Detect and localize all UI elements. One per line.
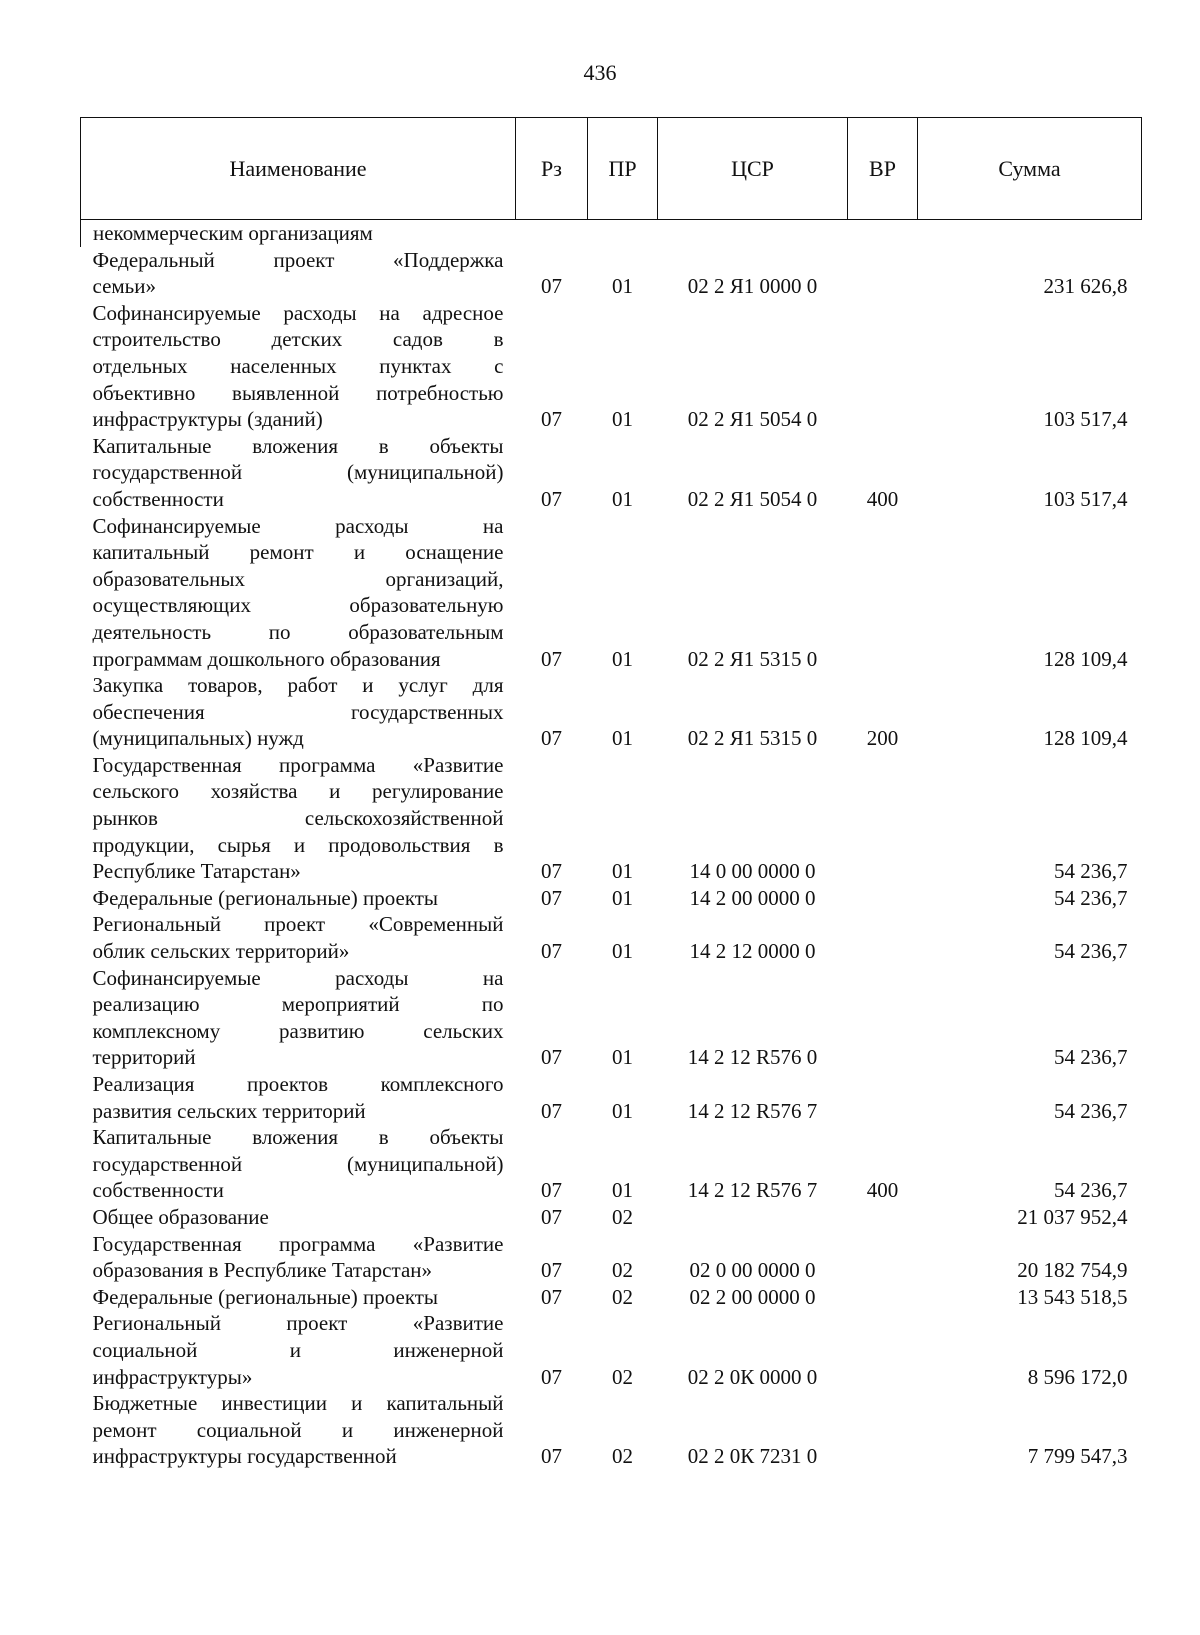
table-row (81, 752, 1142, 885)
row-sum: 7 799 547,3 (1027, 1444, 1128, 1469)
row-pr: 01 (612, 274, 633, 299)
row-rz: 07 (541, 1178, 562, 1203)
row-name-line: комплексному развитию сельских (92, 1018, 504, 1043)
row-name (81, 220, 516, 247)
row-name (81, 1071, 516, 1124)
row-name-line: Республике Татарстан» (92, 859, 301, 884)
row-vr (848, 513, 918, 673)
row-name-line: собственности (92, 1178, 224, 1203)
row-pr (588, 220, 658, 247)
row-sum: 231 626,8 (1043, 274, 1128, 299)
row-name-line: капитальный ремонт и оснащение (92, 540, 504, 565)
row-name-line: Федеральные (региональные) проекты (92, 885, 439, 910)
row-name (81, 1204, 516, 1231)
row-name-line: Софинансируемые расходы на (92, 965, 504, 990)
row-name-line: территорий (92, 1045, 196, 1070)
table-row (81, 1284, 1142, 1311)
header-sum: Сумма (918, 118, 1142, 220)
row-name (81, 1310, 516, 1390)
row-sum: 128 109,4 (1043, 726, 1128, 751)
row-vr (848, 1231, 918, 1284)
table-row (81, 1231, 1142, 1284)
row-sum (918, 220, 1142, 247)
table-row (81, 965, 1142, 1071)
row-rz: 07 (541, 1284, 562, 1309)
row-vr (848, 247, 918, 300)
row-csr: 14 2 12 0000 0 (689, 939, 816, 964)
row-sum: 103 517,4 (1043, 407, 1128, 432)
row-rz: 07 (541, 1204, 562, 1229)
row-rz: 07 (541, 407, 562, 432)
row-rz: 07 (541, 1364, 562, 1389)
page-number: 436 (583, 60, 617, 85)
row-pr: 01 (612, 646, 633, 671)
row-name (81, 672, 516, 752)
row-name-line: Закупка товаров, работ и услуг для (92, 673, 504, 698)
row-csr: 02 2 Я1 5054 0 (687, 407, 818, 432)
row-sum: 54 236,7 (1054, 859, 1128, 884)
table-row (81, 672, 1142, 752)
table-row (81, 1310, 1142, 1390)
row-csr: 02 2 0К 0000 0 (687, 1364, 818, 1389)
row-pr: 01 (612, 1178, 633, 1203)
row-pr: 01 (612, 1098, 633, 1123)
row-sum: 20 182 754,9 (1017, 1258, 1128, 1283)
row-name-line: Капитальные вложения в объекты (92, 433, 504, 458)
row-name-line: Капитальные вложения в объекты (92, 1125, 504, 1150)
row-rz: 07 (541, 1045, 562, 1070)
row-pr: 01 (612, 859, 633, 884)
row-sum: 54 236,7 (1054, 885, 1128, 910)
row-csr: 02 2 00 0000 0 (689, 1284, 816, 1309)
row-vr: 400 (866, 486, 899, 511)
row-name (81, 911, 516, 964)
row-rz: 07 (541, 939, 562, 964)
row-name-line: Региональный проект «Современный (92, 912, 504, 937)
row-csr: 14 2 12 R576 7 (687, 1178, 818, 1203)
row-csr: 14 2 12 R576 7 (687, 1098, 818, 1123)
row-csr: 02 2 Я1 5315 0 (687, 726, 818, 751)
row-name-line: обеспечения государственных (92, 699, 504, 724)
row-csr: 02 2 0К 7231 0 (687, 1444, 818, 1469)
row-rz: 07 (541, 646, 562, 671)
row-rz: 07 (541, 274, 562, 299)
row-name-line: Общее образование (92, 1204, 269, 1229)
row-name (81, 513, 516, 673)
row-pr: 02 (612, 1364, 633, 1389)
row-name-line: (муниципальных) нужд (92, 726, 304, 751)
row-name-line: Реализация проектов комплексного (92, 1072, 504, 1096)
table-row (81, 885, 1142, 912)
header-csr: ЦСР (658, 118, 848, 220)
row-name-line: сельского хозяйства и регулирование (92, 779, 504, 804)
row-vr (848, 1390, 918, 1470)
row-vr: 400 (866, 1178, 899, 1203)
row-pr: 01 (612, 486, 633, 511)
row-name-line: Бюджетные инвестиции и капитальный (92, 1391, 504, 1416)
row-csr: 02 0 00 0000 0 (689, 1258, 816, 1283)
row-vr: 200 (866, 726, 899, 751)
row-name-line: развития сельских территорий (92, 1098, 366, 1123)
row-name-line: рынков сельскохозяйственной (92, 806, 504, 831)
row-name (81, 1390, 516, 1470)
header-rz: Рз (516, 118, 588, 220)
row-sum: 13 543 518,5 (1017, 1284, 1128, 1309)
row-name-line: Государственная программа «Развитие (92, 1231, 504, 1256)
row-name-line: семьи» (92, 274, 157, 299)
row-rz: 07 (541, 726, 562, 751)
table-row (81, 911, 1142, 964)
row-name-line: Федеральный проект «Поддержка (92, 247, 504, 272)
row-csr: 14 0 00 0000 0 (689, 859, 816, 884)
row-csr (658, 1204, 848, 1231)
table-row (81, 1204, 1142, 1231)
row-vr (848, 965, 918, 1071)
row-pr: 02 (612, 1284, 633, 1309)
row-name-line: образования в Республике Татарстан» (92, 1258, 432, 1283)
table-row (81, 433, 1142, 513)
row-rz: 07 (541, 1098, 562, 1123)
row-csr: 14 2 00 0000 0 (689, 885, 816, 910)
header-name: Наименование (81, 118, 516, 220)
row-name-line: Софинансируемые расходы на (92, 513, 504, 538)
row-name (81, 965, 516, 1071)
table-row (81, 1390, 1142, 1470)
row-sum: 8 596 172,0 (1027, 1364, 1128, 1389)
row-name-line: некоммерческим организациям (93, 221, 373, 245)
row-name-line: облик сельских территорий» (92, 939, 350, 964)
row-sum: 54 236,7 (1054, 939, 1128, 964)
row-name-line: программам дошкольного образования (92, 646, 441, 671)
row-name (81, 1124, 516, 1204)
row-vr (848, 752, 918, 885)
row-csr: 14 2 12 R576 0 (687, 1045, 818, 1070)
table-row (81, 1124, 1142, 1204)
row-name-line: социальной и инженерной (92, 1337, 504, 1362)
row-vr (848, 1204, 918, 1231)
row-pr: 02 (612, 1444, 633, 1469)
row-name-line: строительство детских садов в (92, 327, 504, 352)
row-rz: 07 (541, 885, 562, 910)
table-row (81, 220, 1142, 247)
row-vr (848, 300, 918, 433)
row-name-line: инфраструктуры (зданий) (92, 407, 323, 432)
row-pr: 02 (612, 1258, 633, 1283)
table-row (81, 300, 1142, 433)
row-name (81, 885, 516, 912)
row-sum: 54 236,7 (1054, 1178, 1128, 1203)
header-vr: ВР (848, 118, 918, 220)
row-csr: 02 2 Я1 0000 0 (687, 274, 818, 299)
row-name-line: образовательных организаций, (92, 566, 504, 591)
row-name-line: государственной (муниципальной) (92, 460, 504, 485)
row-rz: 07 (541, 1258, 562, 1283)
row-csr (658, 220, 848, 247)
row-pr: 01 (612, 726, 633, 751)
row-sum: 54 236,7 (1054, 1098, 1128, 1123)
row-name-line: отдельных населенных пунктах с (92, 353, 504, 378)
row-rz: 07 (541, 486, 562, 511)
row-vr (848, 911, 918, 964)
table-row (81, 1071, 1142, 1124)
row-name (81, 1284, 516, 1311)
row-name (81, 300, 516, 433)
row-rz (516, 220, 588, 247)
table-body (81, 220, 1142, 1470)
row-pr: 01 (612, 939, 633, 964)
row-vr (848, 1284, 918, 1311)
row-vr (848, 885, 918, 912)
row-name (81, 433, 516, 513)
row-sum: 54 236,7 (1054, 1045, 1128, 1070)
table-row (81, 247, 1142, 300)
row-csr: 02 2 Я1 5315 0 (687, 646, 818, 671)
row-sum: 103 517,4 (1043, 486, 1128, 511)
row-name-line: Федеральные (региональные) проекты (92, 1284, 439, 1309)
row-vr (848, 220, 918, 247)
row-name-line: Государственная программа «Развитие (92, 752, 504, 777)
row-name-line: инфраструктуры» (92, 1364, 253, 1389)
row-name-line: реализацию мероприятий по (92, 992, 504, 1017)
row-pr: 01 (612, 885, 633, 910)
row-vr (848, 1310, 918, 1390)
row-name (81, 752, 516, 885)
row-name (81, 247, 516, 300)
header-pr: ПР (588, 118, 658, 220)
row-name-line: собственности (92, 486, 224, 511)
row-vr (848, 1071, 918, 1124)
row-name-line: инфраструктуры государственной (92, 1444, 397, 1469)
row-name-line: ремонт социальной и инженерной (92, 1417, 504, 1442)
row-name-line: государственной (муниципальной) (92, 1151, 504, 1176)
row-name-line: осуществляющих образовательную (92, 593, 504, 618)
row-rz: 07 (541, 859, 562, 884)
row-pr: 02 (612, 1204, 633, 1229)
row-csr: 02 2 Я1 5054 0 (687, 486, 818, 511)
row-name-line: деятельность по образовательным (92, 619, 504, 644)
row-name (81, 1231, 516, 1284)
table-row (81, 513, 1142, 673)
row-pr: 01 (612, 407, 633, 432)
row-name-line: объективно выявленной потребностью (92, 380, 504, 405)
table-header (80, 117, 1142, 220)
row-rz: 07 (541, 1444, 562, 1469)
budget-table (80, 220, 1142, 1470)
row-name-line: Региональный проект «Развитие (92, 1311, 504, 1336)
row-name-line: продукции, сырья и продовольствия в (92, 832, 504, 857)
row-sum: 21 037 952,4 (1017, 1204, 1128, 1229)
row-sum: 128 109,4 (1043, 646, 1128, 671)
row-name-line: Софинансируемые расходы на адресное (92, 300, 504, 325)
row-pr: 01 (612, 1045, 633, 1070)
